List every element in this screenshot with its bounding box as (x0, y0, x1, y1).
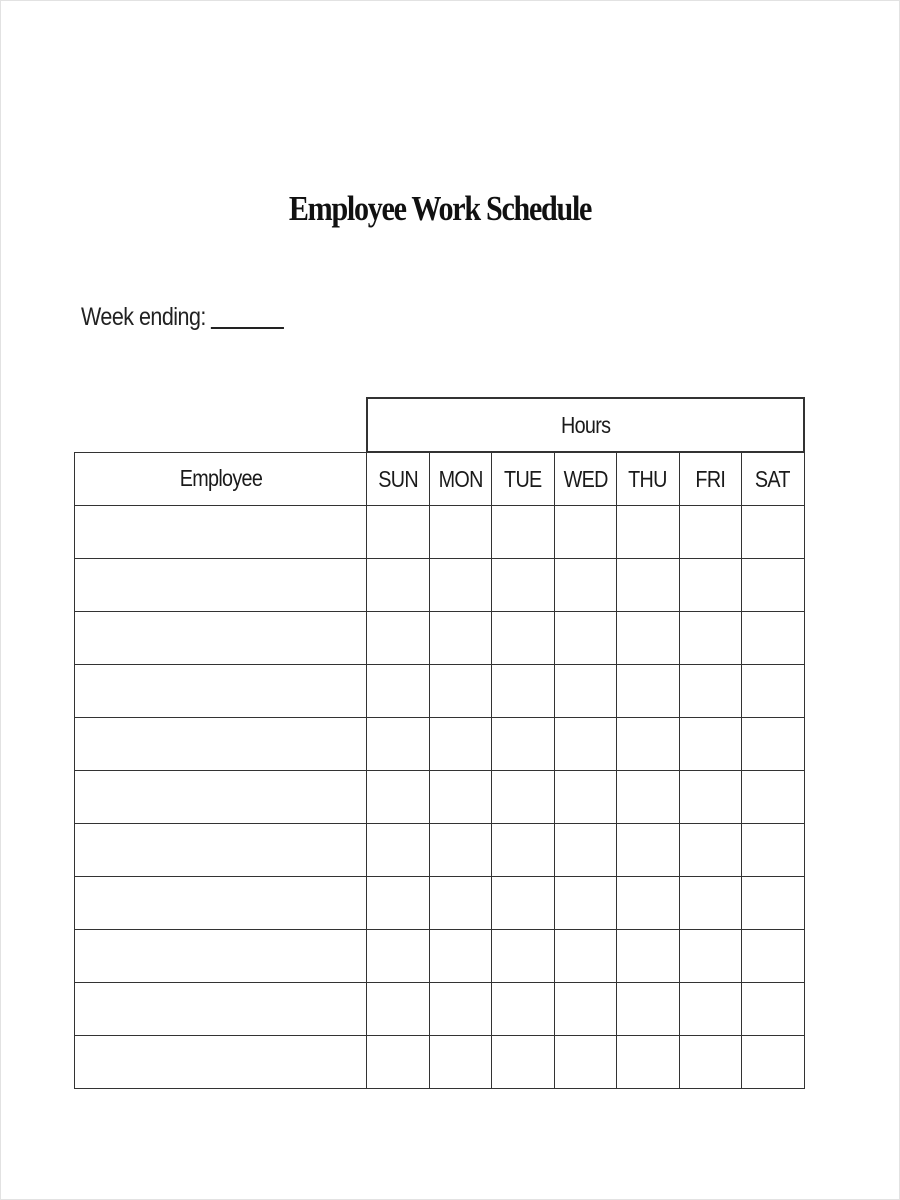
week-ending-label: Week ending: (81, 303, 206, 331)
employee-name-cell[interactable] (75, 506, 367, 559)
hours-cell-wed[interactable] (554, 559, 617, 612)
day-label: FRI (695, 465, 726, 492)
hours-cell-tue[interactable] (492, 718, 555, 771)
page-title: Employee Work Schedule (288, 189, 592, 228)
hours-cell-sat[interactable] (742, 771, 805, 824)
employee-name-cell[interactable] (75, 983, 367, 1036)
hours-cell-tue[interactable] (492, 877, 555, 930)
schedule-table (74, 397, 805, 1089)
day-header-sat (742, 452, 805, 506)
hours-cell-sat[interactable] (742, 877, 805, 930)
table-row (75, 983, 805, 1036)
hours-cell-fri[interactable] (679, 824, 742, 877)
hours-cell-tue[interactable] (492, 983, 555, 1036)
day-label: SUN (377, 465, 418, 492)
table-row (75, 877, 805, 930)
hours-cell-wed[interactable] (554, 1036, 617, 1089)
day-label: THU (628, 465, 668, 492)
hours-cell-sat[interactable] (742, 824, 805, 877)
hours-cell-thu[interactable] (617, 771, 680, 824)
hours-cell-mon[interactable] (429, 612, 492, 665)
hours-cell-sat[interactable] (742, 665, 805, 718)
hours-cell-sun[interactable] (367, 771, 430, 824)
hours-cell-fri[interactable] (679, 930, 742, 983)
hours-cell-thu[interactable] (617, 559, 680, 612)
day-header-thu (617, 452, 680, 506)
hours-cell-wed[interactable] (554, 506, 617, 559)
hours-cell-sat[interactable] (742, 983, 805, 1036)
table-row (75, 930, 805, 983)
employee-name-cell[interactable] (75, 930, 367, 983)
hours-cell-sun[interactable] (367, 612, 430, 665)
day-header-sun (367, 452, 430, 506)
hours-cell-tue[interactable] (492, 824, 555, 877)
hours-cell-fri[interactable] (679, 718, 742, 771)
hours-cell-sat[interactable] (742, 1036, 805, 1089)
table-row (75, 1036, 805, 1089)
hours-cell-mon[interactable] (429, 506, 492, 559)
hours-cell-sun[interactable] (367, 1036, 430, 1089)
hours-cell-tue[interactable] (492, 1036, 555, 1089)
hours-cell-wed[interactable] (554, 612, 617, 665)
hours-cell-fri[interactable] (679, 771, 742, 824)
hours-cell-sun[interactable] (367, 559, 430, 612)
hours-cell-fri[interactable] (679, 1036, 742, 1089)
day-header-fri (679, 452, 742, 506)
hours-cell-sun[interactable] (367, 718, 430, 771)
hours-cell-fri[interactable] (679, 612, 742, 665)
hours-cell-sat[interactable] (742, 612, 805, 665)
day-label: MON (438, 465, 483, 492)
hours-cell-mon[interactable] (429, 930, 492, 983)
hours-cell-sun[interactable] (367, 930, 430, 983)
week-ending-row (81, 303, 284, 332)
table-row (75, 559, 805, 612)
hours-cell-tue[interactable] (492, 930, 555, 983)
hours-cell-sat[interactable] (742, 930, 805, 983)
employee-column-label: Employee (179, 465, 262, 492)
hours-cell-sun[interactable] (367, 983, 430, 1036)
employee-name-cell[interactable] (75, 1036, 367, 1089)
hours-cell-tue[interactable] (492, 771, 555, 824)
employee-name-cell[interactable] (75, 718, 367, 771)
week-ending-blank[interactable] (211, 327, 284, 329)
hours-header-label: Hours (560, 411, 610, 438)
table-row (75, 612, 805, 665)
hours-cell-thu[interactable] (617, 718, 680, 771)
hours-cell-mon[interactable] (429, 559, 492, 612)
hours-cell-thu[interactable] (617, 506, 680, 559)
day-label: WED (563, 465, 608, 492)
hours-cell-sun[interactable] (367, 665, 430, 718)
hours-cell-tue[interactable] (492, 665, 555, 718)
employee-name-cell[interactable] (75, 612, 367, 665)
employee-name-cell[interactable] (75, 771, 367, 824)
table-row (75, 506, 805, 559)
hours-cell-mon[interactable] (429, 824, 492, 877)
group-header-row (75, 398, 805, 452)
day-label: SAT (755, 465, 791, 492)
hours-cell-wed[interactable] (554, 877, 617, 930)
hours-cell-thu[interactable] (617, 824, 680, 877)
hours-cell-fri[interactable] (679, 506, 742, 559)
hours-cell-thu[interactable] (617, 877, 680, 930)
hours-cell-wed[interactable] (554, 983, 617, 1036)
hours-cell-sun[interactable] (367, 877, 430, 930)
day-header-wed (554, 452, 617, 506)
column-header-row (75, 452, 805, 506)
day-label: TUE (503, 465, 542, 492)
employee-name-cell[interactable] (75, 877, 367, 930)
hours-cell-sat[interactable] (742, 718, 805, 771)
employee-name-cell[interactable] (75, 824, 367, 877)
hours-cell-fri[interactable] (679, 559, 742, 612)
hours-cell-sat[interactable] (742, 559, 805, 612)
hours-cell-mon[interactable] (429, 983, 492, 1036)
table-row (75, 718, 805, 771)
employee-name-cell[interactable] (75, 559, 367, 612)
hours-cell-mon[interactable] (429, 665, 492, 718)
hours-cell-thu[interactable] (617, 1036, 680, 1089)
hours-cell-wed[interactable] (554, 718, 617, 771)
hours-cell-wed[interactable] (554, 930, 617, 983)
hours-cell-thu[interactable] (617, 612, 680, 665)
table-row (75, 665, 805, 718)
hours-cell-tue[interactable] (492, 612, 555, 665)
table-row (75, 771, 805, 824)
schedule-body (75, 506, 805, 1089)
hours-cell-thu[interactable] (617, 983, 680, 1036)
hours-cell-sun[interactable] (367, 824, 430, 877)
hours-cell-tue[interactable] (492, 506, 555, 559)
employee-name-cell[interactable] (75, 665, 367, 718)
hours-cell-mon[interactable] (429, 771, 492, 824)
hours-cell-tue[interactable] (492, 559, 555, 612)
employee-column-header (75, 452, 367, 506)
hours-cell-wed[interactable] (554, 665, 617, 718)
hours-cell-fri[interactable] (679, 665, 742, 718)
table-row (75, 824, 805, 877)
day-header-tue (492, 452, 555, 506)
hours-cell-fri[interactable] (679, 877, 742, 930)
hours-cell-mon[interactable] (429, 1036, 492, 1089)
hours-cell-fri[interactable] (679, 983, 742, 1036)
hours-cell-wed[interactable] (554, 771, 617, 824)
hours-cell-thu[interactable] (617, 665, 680, 718)
hours-cell-thu[interactable] (617, 930, 680, 983)
hours-cell-sat[interactable] (742, 506, 805, 559)
hours-cell-mon[interactable] (429, 877, 492, 930)
day-header-mon (429, 452, 492, 506)
hours-cell-mon[interactable] (429, 718, 492, 771)
hours-cell-wed[interactable] (554, 824, 617, 877)
hours-cell-sun[interactable] (367, 506, 430, 559)
hours-header (367, 398, 805, 452)
